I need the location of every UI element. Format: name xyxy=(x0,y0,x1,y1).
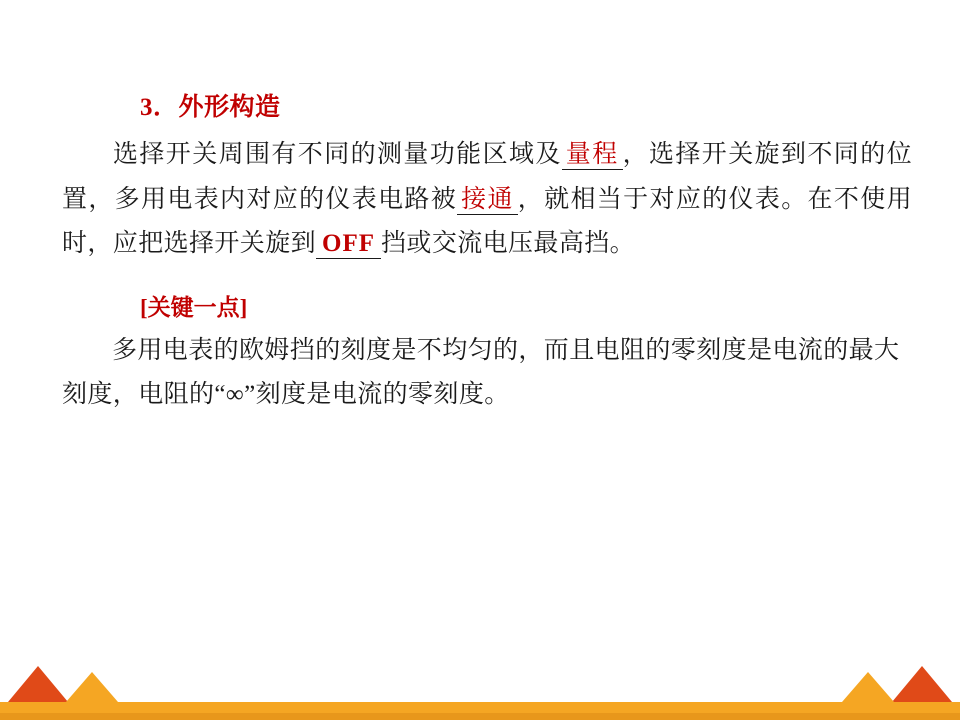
footer-bar-accent xyxy=(0,713,960,720)
footer-triangle-right-inner xyxy=(842,672,894,702)
section-heading: 3．外形构造 xyxy=(140,94,281,121)
fill-blank-2: 接通 xyxy=(457,186,518,215)
paragraph-2-text: 多用电表的欧姆挡的刻度是不均匀的，而且电阻的零刻度是电流的最大刻度，电阻的“∞”刻度是电流的零刻度。 xyxy=(62,336,900,409)
paragraph-1 xyxy=(62,133,912,267)
fill-blank-1: 量程 xyxy=(562,141,623,170)
paragraph-1-part-1: 选择开关周围有不同的测量功能区域及 xyxy=(112,141,562,169)
paragraph-2 xyxy=(62,329,912,418)
slide-content xyxy=(62,92,912,418)
paragraph-1-part-3: ，就相当于对应的仪表。在不使用时，应把选择开关旋到 xyxy=(62,185,912,258)
footer-triangle-right-outer xyxy=(892,666,952,702)
fill-blank-3: OFF xyxy=(316,230,381,259)
paragraph-1-part-2: ，选择开关旋到不同的位置，多用电表内对应的仪表电路被 xyxy=(62,141,913,213)
keypoint-label: [关键一点] xyxy=(140,294,248,320)
paragraph-1-part-4: 挡或交流电压最高挡。 xyxy=(381,230,636,258)
footer-triangle-left-inner xyxy=(66,672,118,702)
footer-triangle-left-outer xyxy=(8,666,68,702)
